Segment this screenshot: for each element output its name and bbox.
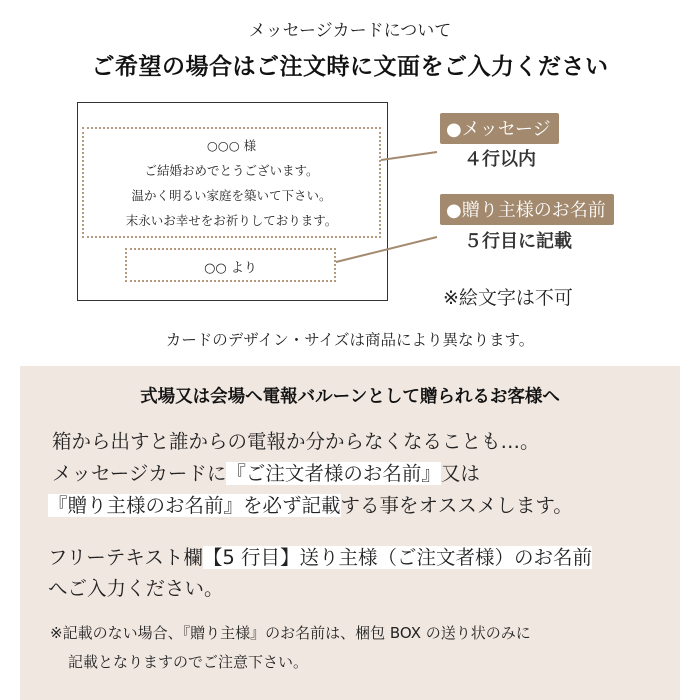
panel-text-line-2	[52, 458, 480, 486]
message-limit-text: ４行以内	[464, 149, 536, 170]
sender-line: ○○ より	[204, 261, 257, 276]
sender-line-text: ５行目に記載	[464, 231, 572, 252]
message-line-4: 末永いお幸せをお祈りしております。	[125, 213, 338, 228]
sender-name-highlight: 『贈り主様のお名前』を必ず記載	[48, 494, 341, 517]
card-design-note: カードのデザイン・サイズは商品により異なります。	[165, 331, 535, 349]
panel-note-line-2: 記載となりますのでご注意下さい。	[68, 653, 309, 671]
panel-text-line-3	[48, 490, 573, 518]
panel-text-line-3-b: する事をオススメします。	[340, 494, 573, 517]
sender-connector-line	[336, 237, 437, 262]
emoji-note: ※絵文字は不可	[443, 287, 573, 309]
page-title: ご希望の場合はご注文時に文面をご入力ください	[91, 54, 609, 80]
panel-text-line-1: 箱から出すと誰からの電報か分からなくなることも…。	[52, 430, 540, 453]
section-subtitle: メッセージカードについて	[248, 21, 452, 41]
message-line-1: ○○○ 様	[206, 138, 257, 153]
free-text-highlight: 【5 行目】送り主様（ご注文者様）のお名前	[202, 546, 592, 569]
message-line-2: ご結婚おめでとうございます。	[144, 163, 319, 178]
panel-text-line-5: へご入力ください。	[48, 577, 224, 600]
panel-note-line-1: ※記載のない場合、『贈り主様』のお名前は、梱包 BOX の送り状のみに	[50, 624, 531, 642]
message-connector-line	[381, 152, 437, 160]
orderer-name-highlight: 『ご注文者様のお名前』	[226, 462, 441, 485]
panel-text-line-4-a: フリーテキスト欄	[48, 546, 203, 569]
balloon-guidance-panel	[20, 366, 680, 700]
panel-text-line-2-b: 又は	[440, 462, 480, 485]
panel-title: 式場又は会場へ電報バルーンとして贈られるお客様へ	[140, 387, 560, 407]
panel-text-line-2-a: メッセージカードに	[52, 462, 227, 485]
message-line-3: 温かく明るい家庭を築いて下さい。	[131, 188, 332, 203]
panel-text-line-4	[48, 542, 592, 570]
sender-label-tag: ●贈り主様のお名前	[440, 194, 614, 225]
message-label-tag: ●メッセージ	[440, 113, 559, 144]
